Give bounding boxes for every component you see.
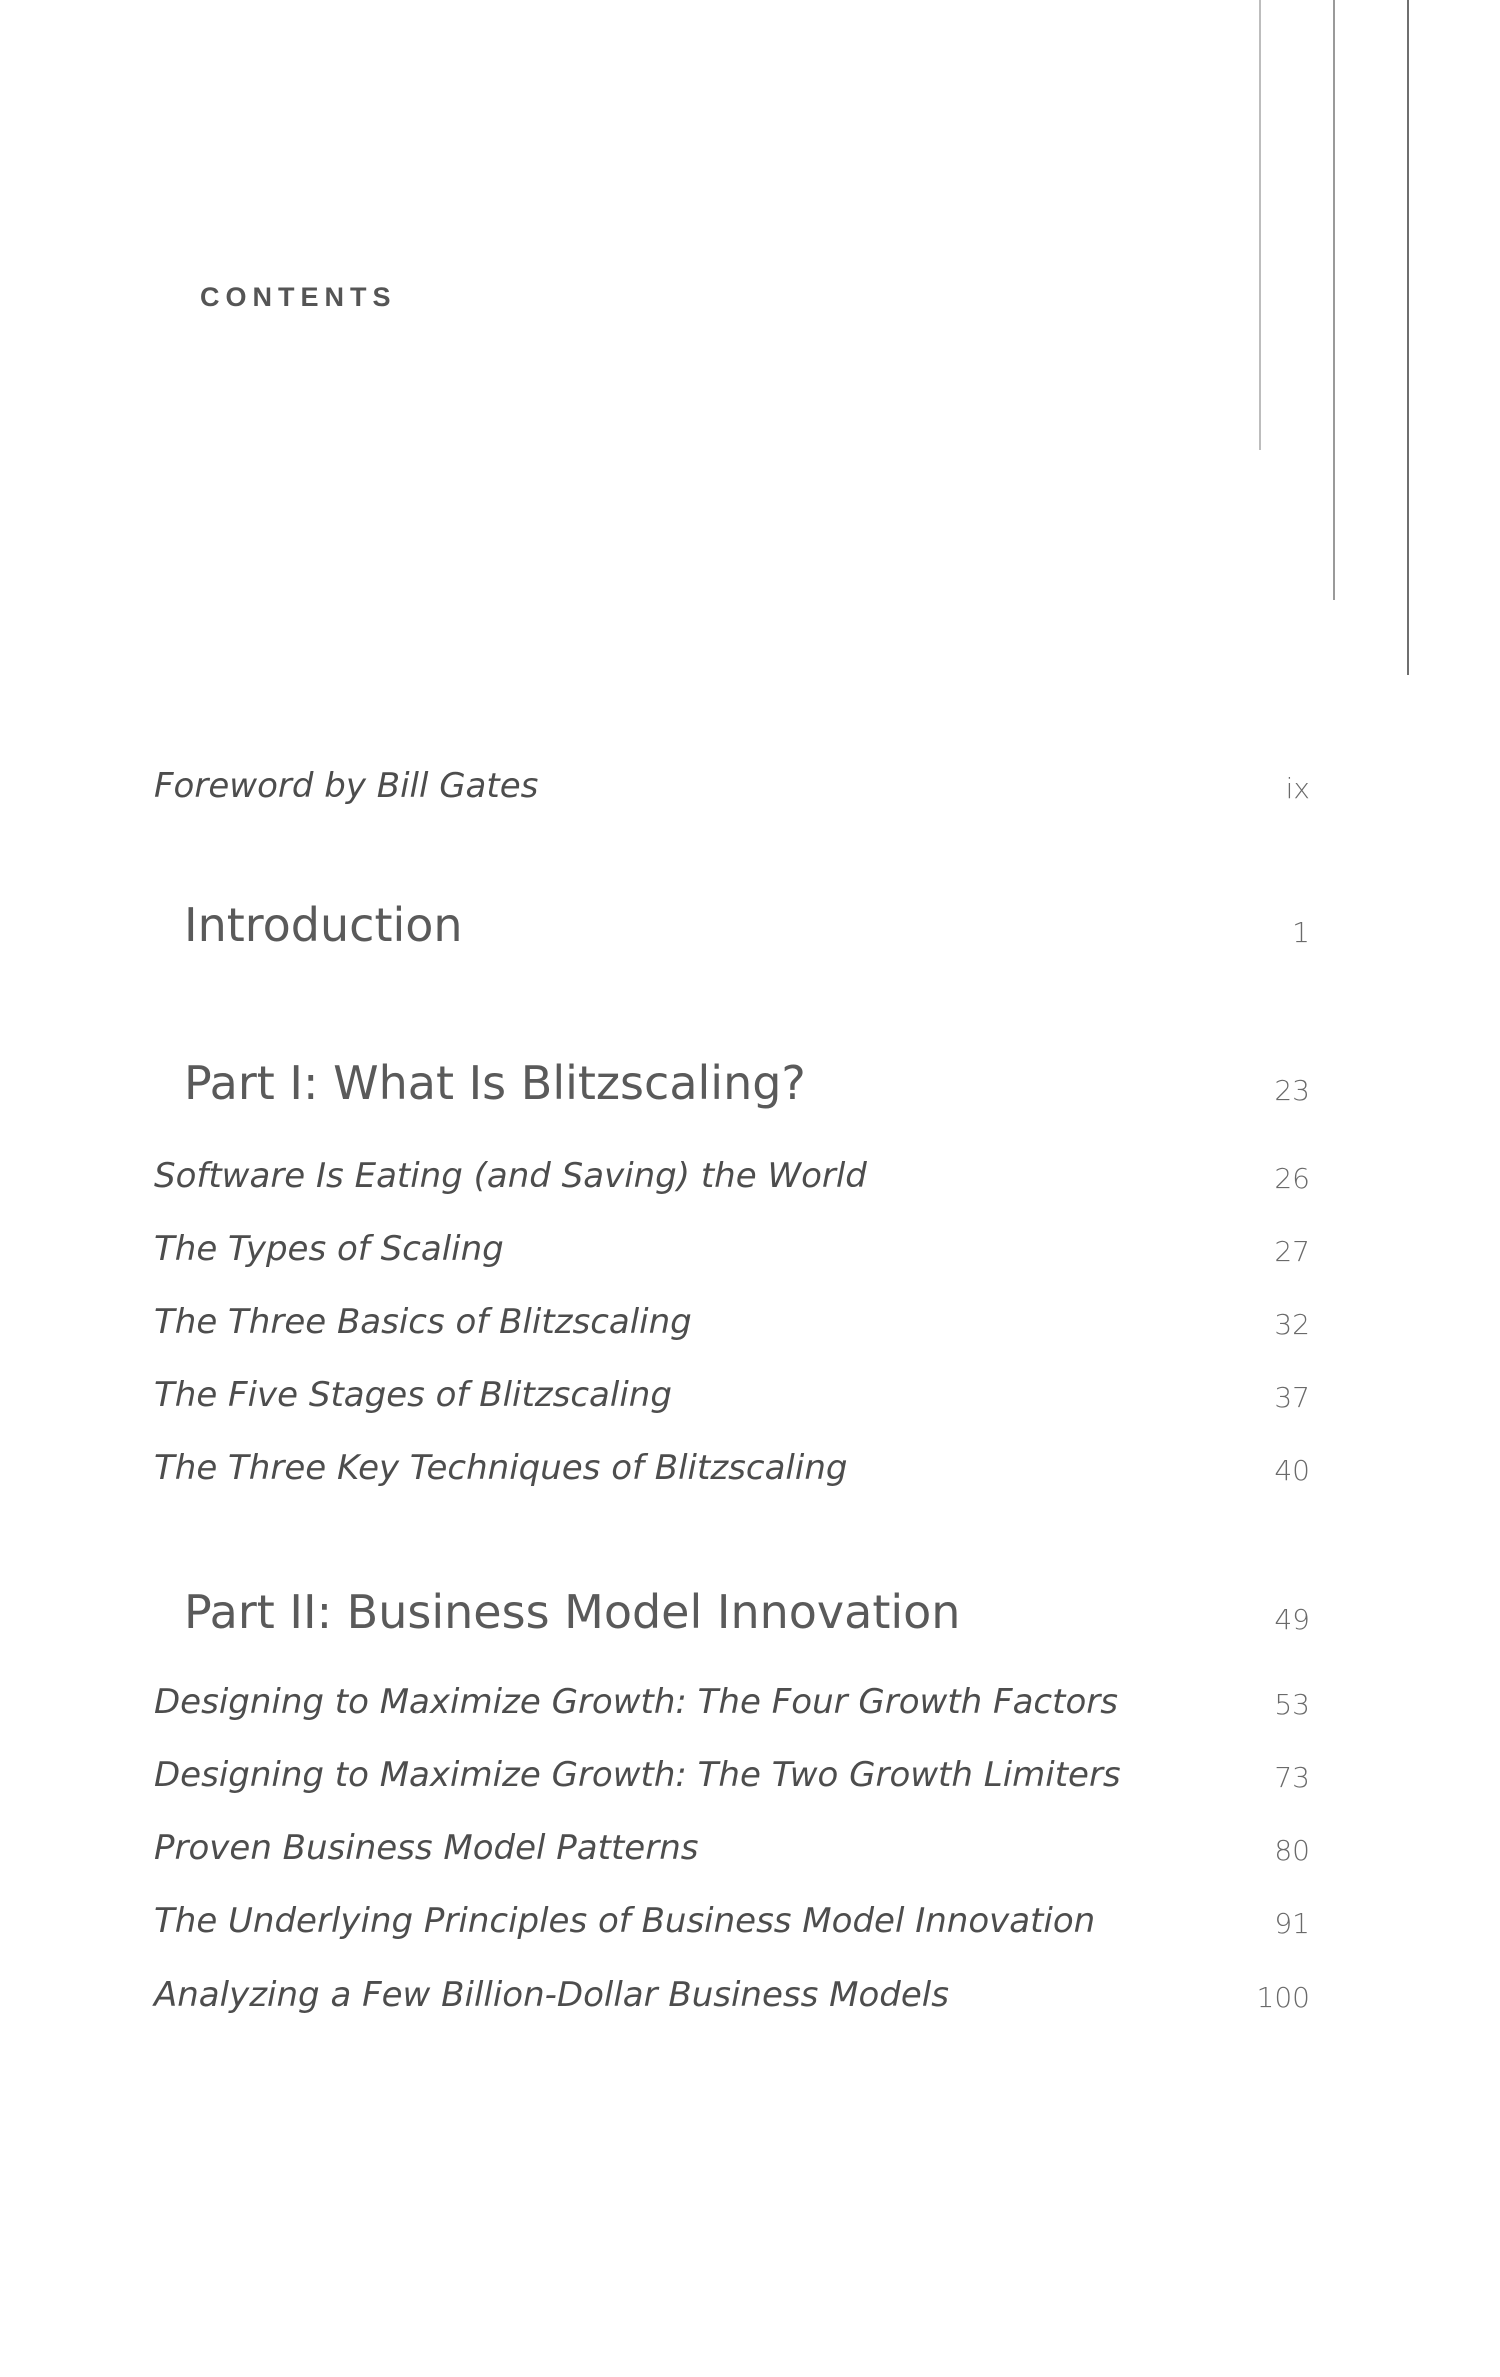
toc-entry (0, 1828, 1500, 1888)
toc-entry-title: The Types of Scaling (154, 1229, 504, 1269)
toc-entry-page: 100 (1256, 1981, 1310, 2014)
toc-entry-page: 27 (1274, 1235, 1310, 1268)
toc-entry-page: 37 (1274, 1381, 1310, 1414)
toc-entry (0, 1448, 1500, 1508)
toc-entry-page: 32 (1274, 1308, 1310, 1341)
contents-heading: CONTENTS (200, 282, 397, 312)
toc-entry-page: 40 (1274, 1454, 1310, 1487)
toc-part-page: 1 (1292, 916, 1310, 949)
toc-part-page: 49 (1274, 1603, 1310, 1636)
toc-entry (0, 1156, 1500, 1216)
toc-entry-title: Software Is Eating (and Saving) the World (154, 1156, 867, 1196)
toc-entry-title: Analyzing a Few Billion-Dollar Business Models (154, 1975, 949, 2015)
toc-part (0, 898, 1500, 962)
toc-part-title: Part II: Business Model Innovation (184, 1585, 961, 1639)
toc-entry (0, 766, 1500, 826)
toc-entry (0, 1682, 1500, 1742)
toc-entry (0, 1229, 1500, 1289)
toc-entry-page: 73 (1274, 1761, 1310, 1794)
toc-part-title: Introduction (184, 898, 463, 952)
toc-entry (0, 1975, 1500, 2035)
toc-entry-title: Designing to Maximize Growth: The Two Growth Limiters (154, 1755, 1121, 1795)
toc-entry-title: The Three Basics of Blitzscaling (154, 1302, 692, 1342)
toc-entry (0, 1302, 1500, 1362)
edge-line-2 (1333, 0, 1335, 600)
toc-part-page: 23 (1274, 1074, 1310, 1107)
toc-entry (0, 1755, 1500, 1815)
toc-entry (0, 1375, 1500, 1435)
toc-entry-page: 91 (1274, 1907, 1310, 1940)
toc-entry-title: The Five Stages of Blitzscaling (154, 1375, 672, 1415)
toc-entry-title: Designing to Maximize Growth: The Four Growth Factors (154, 1682, 1118, 1722)
edge-line-3 (1407, 0, 1409, 675)
toc-part (0, 1585, 1500, 1649)
toc-entry-title: The Three Key Techniques of Blitzscaling (154, 1448, 848, 1488)
toc-entry-title: Proven Business Model Patterns (154, 1828, 699, 1868)
toc-entry-title: Foreword by Bill Gates (154, 766, 539, 806)
toc-entry-page: 53 (1274, 1688, 1310, 1721)
toc-part (0, 1056, 1500, 1120)
toc-entry-title: The Underlying Principles of Business Model Innovation (154, 1901, 1096, 1941)
toc-entry-page: 80 (1274, 1834, 1310, 1867)
toc-entry (0, 1901, 1500, 1961)
toc-part-title: Part I: What Is Blitzscaling? (184, 1056, 806, 1110)
edge-line-1 (1259, 0, 1261, 450)
toc-entry-page: 26 (1274, 1162, 1310, 1195)
toc-entry-page: ix (1285, 772, 1310, 805)
